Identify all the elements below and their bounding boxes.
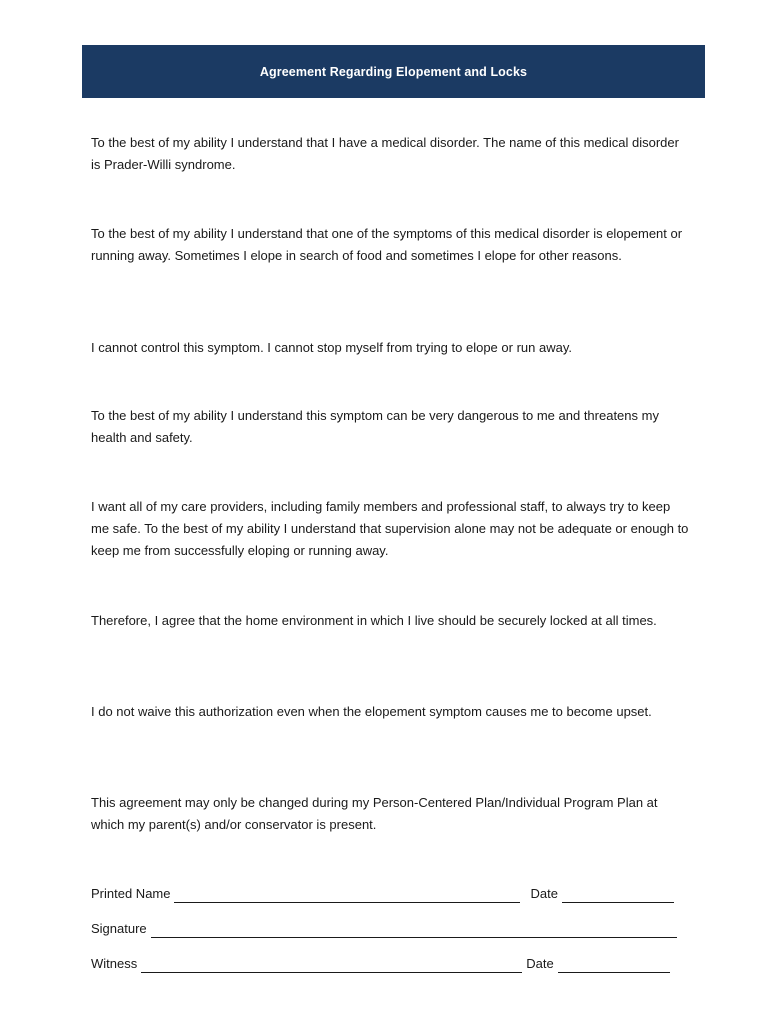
printed-name-row (91, 885, 679, 903)
paragraph-plan-changes: This agreement may only be changed during my Person-Centered Plan/Individual Program Plan at which my parent(s) and/or conservator is present. (91, 795, 658, 832)
witness-label: Witness (91, 956, 138, 971)
paragraph-dangerous: To the best of my ability I understand this symptom can be very dangerous to me and threatens my health and safety. (91, 408, 659, 445)
document-title: Agreement Regarding Elopement and Locks (259, 64, 528, 79)
paragraph-locked-environment: Therefore, I agree that the home environment in which I live should be securely locked at all times. (91, 613, 657, 628)
date-field[interactable] (562, 888, 674, 903)
paragraph-cannot-control: I cannot control this symptom. I cannot stop myself from trying to elope or run away. (91, 340, 572, 355)
signature-field[interactable] (151, 923, 677, 938)
printed-name-label: Printed Name (91, 886, 171, 901)
date-label: Date (530, 886, 558, 901)
document-header (82, 45, 705, 98)
paragraph-no-waiver: I do not waive this authorization even when the elopement symptom causes me to become upset. (91, 704, 652, 719)
witness-field[interactable] (141, 958, 522, 973)
witness-date-field[interactable] (558, 958, 670, 973)
paragraph-elopement-symptom: To the best of my ability I understand that one of the symptoms of this medical disorder is elopement or running away. Sometimes I elope in search of food and sometimes I elope for other reasons. (91, 226, 683, 263)
paragraph-medical-disorder: To the best of my ability I understand that I have a medical disorder. The name of this medical disorder is Prader-Willi syndrome. (91, 135, 679, 172)
witness-row (91, 955, 679, 973)
signature-row (91, 920, 679, 938)
printed-name-field[interactable] (174, 888, 520, 903)
witness-date-label: Date (526, 956, 554, 971)
signature-label: Signature (91, 921, 147, 936)
paragraph-care-providers: I want all of my care providers, including family members and professional staff, to always try to keep me safe. To the best of my ability I understand that supervision alone may not be adequate or enough to keep me from successfully eloping or running away. (91, 499, 689, 558)
